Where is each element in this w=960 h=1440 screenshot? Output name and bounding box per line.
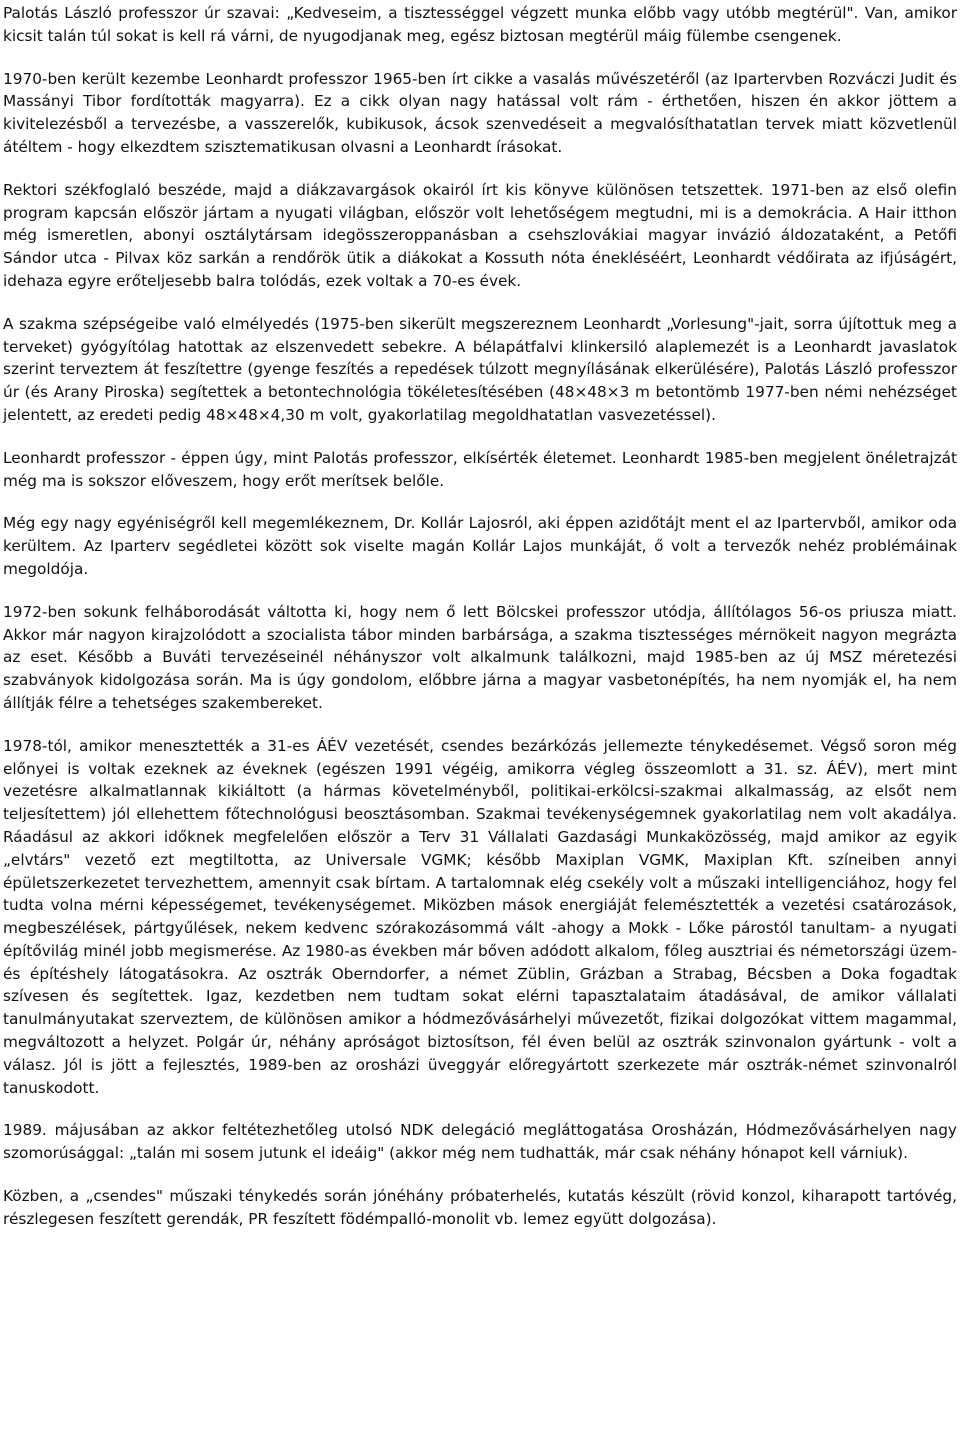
paragraph-2: 1970-ben került kezembe Leonhardt professzor 1965-ben írt cikke a vasalás művészetéről (az Ipartervben Rozváczi Judit és Massányi Tibor fordították magyarra). Ez a cikk olyan nagy hatással volt rám - érthetően, hiszen én akkor jöttem a kivitelezésből a tervezésbe, a vasszerelők, kubikusok, ácsok szenvedéseit a megvalósíthatatlan tervek miatt közvetlenül átéltem - hogy elkezdtem szisztematikusan olvasni a Leonhardt írásokat. — [3, 69, 957, 156]
paragraph-10: Közben, a „csendes" műszaki ténykedés során jónéhány próbaterhelés, kutatás készült (rövid konzol, kiharapott tartóvég, részlegesen feszített gerendák, PR feszített födémpalló-monolit vb. lemez együtt dolgozása). — [3, 1187, 957, 1228]
paragraph-8: 1978-tól, amikor menesztették a 31-es ÁÉV vezetését, csendes bezárkózás jellemezte ténykedésemet. Végső soron még előnyei is voltak ezeknek az éveknek (egészen 1991 végéig, amikorra végleg összeomlott a 31. sz. ÁÉV), mert mint vezetésre alkalmatlannak kikiáltott (a hármas követelményből, politikai-erkölcsi-szakmai alkalmasság, az elsőt nem teljesítettem) jól ellehettem főtechnológusi beosztásomban. Szakmai tevékenységemnek gyakorlatilag nem volt akadálya. Ráadásul az akkori időknek megfelelően először a Terv 31 Vállalati Gazdasági Munkaközösség, majd amikor az egyik „elvtárs" vezető ezt megtiltotta, az Universale VGMK; később Maxiplan VGMK, Maxiplan Kft. színeiben annyi épületszerkezetet tervezhettem, amennyit csak bírtam. A tartalomnak elég csekély volt a műszaki intelligenciához, hogy fel tudta volna mérni képességemet, tevékenységemet. Miközben mások energiáját felemésztették a vezetési csatározások, megbeszélések, pártgyűlések, nekem kedvenc szórakozásommá vált -ahogy a Mokk - Lőke párostól tanultam- a nyugati építővilág minél jobb megismerése. Az 1980-as években már bőven adódott alkalom, főleg ausztriai és németországi üzem- és építéshely látogatásokra. Az osztrák Oberndorfer, a német Züblin, Grázban a Strabag, Bécsben a Doka fogadtak szívesen és segítettek. Igaz, kezdetben nem tudtam sokat elérni tapasztalataim átadásával, de amikor vállalati tanulmányutakat szerveztem, de különösen amikor a hódmezővásárhelyi művezetőt, fizikai dolgozókat vittem magammal, megváltozott a helyzet. Polgár úr, néhány apróságot biztosítson, fél éven belül az osztrák szinvonalon gyártunk - volt a válasz. Jól is jött a fejlesztés, 1989-ben az orosházi üveggyár előregyártott szerkezete már osztrák-német szinvonalról tanuskodott. — [3, 736, 957, 1097]
paragraph-6: Még egy nagy egyéniségről kell megemlékeznem, Dr. Kollár Lajosról, aki éppen azidőtájt ment el az Ipartervből, amikor oda kerültem. Az Iparterv segédletei között sok viselte magán Kollár Lajos munkáját, ő volt a tervezők nehéz problémáinak megoldója. — [3, 514, 957, 578]
paragraph-9: 1989. májusában az akkor feltétezhetőleg utolsó NDK delegáció megláttogatása Orosházán, Hódmezővásárhelyen nagy szomorúsággal: „talán mi sosem jutunk el ideáig" (akkor még nem tudhatták, már csak néhány hónapot kell várniuk). — [3, 1121, 957, 1163]
paragraph-3: Rektori székfoglaló beszéde, majd a diákzavargások okairól írt kis könyve különösen tetszettek. 1971-ben az első olefin program kapcsán először jártam a nyugati világban, először volt lehetőségem megtudni, mi is a demokrácia. A Hair itthon még ismeretlen, abonyi osztálytársam idegösszeroppanásban a csehszlovákiai magyar invázió áldozataként, a Petőfi Sándor utca - Pilvax köz sarkán a rendőrök ütik a diákokat a Kossuth nóta énekléséért, Leonhardt védőirata az ifjúságért, idehaza egyre erőteljesebb balra tolódás, ezek voltak a 70-es évek. — [3, 180, 957, 290]
paragraph-1: Palotás László professzor úr szavai: „Kedveseim, a tisztességgel végzett munka előbb vagy utóbb megtérül". Van, amikor kicsit talán túl sokat is kell rá várni, de nyugodjanak meg, egész biztosan megtérül máig fülembe csengenek. — [3, 4, 957, 45]
paragraph-5: Leonhardt professzor - éppen úgy, mint Palotás professzor, elkísérték életemet. Leonhardt 1985-ben megjelent önéletrajzát még ma is sokszor előveszem, hogy erőt merítsek belőle. — [3, 448, 957, 490]
paragraph-4: A szakma szépségeibe való elmélyedés (1975-ben sikerült megszereznem Leonhardt „Vorlesung"-jait, sorra újítottuk meg a terveket) gyógyítólag hatottak az elszenvedett sebekre. A bélapátfalvi klinkersiló alaplemezét is a Leonhardt javaslatok szerint terveztem át feszítettre (gyenge feszítés a repedések túlzott megnyílásának elkerülésére), Palotás László professzor úr (és Arany Piroska) segítettek a betontechnológia tökéletesítésében (48×48×3 m betontömb 1977-ben némi nehézséget jelentett, az eredeti pedig 48×48×4,30 m volt, gyakorlatilag megoldhatatlan vasvezetéssel). — [3, 314, 957, 424]
paragraph-7: 1972-ben sokunk felháborodását váltotta ki, hogy nem ő lett Bölcskei professzor utódja, állítólagos 56-os priusza miatt. Akkor már nagyon kirajzolódott a szocialista tábor minden barbársága, a szakma tisztességes mérnökeit nagyon megrázta az eset. Később a Buváti tervezéseinél néhányszor volt alkalmunk találkozni, majd 1985-ben az új MSZ méretezési szabványok kidolgozása során. Ma is úgy gondolom, előbbre járna a magyar vasbetonépítés, ha nem nyomják el, ha nem állítják félre a tehetséges szakembereket. — [3, 602, 957, 712]
